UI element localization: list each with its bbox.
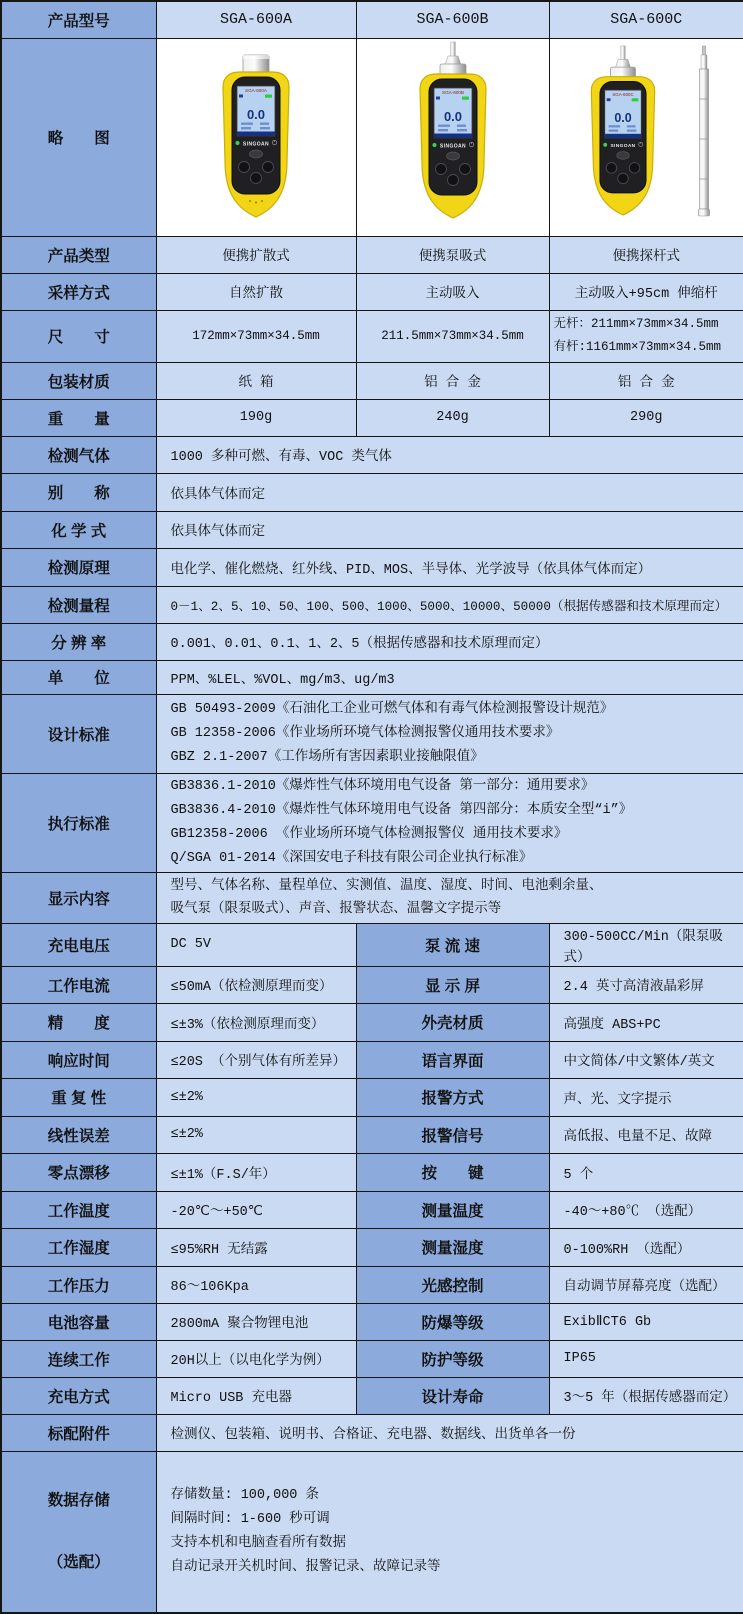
weight-b: 240g <box>356 399 549 436</box>
screen-reading: 0.0 <box>443 108 462 124</box>
row-package <box>1 362 743 399</box>
row-label-sampling: 采样方式 <box>1 273 156 310</box>
exec-standard-line4: Q/SGA 01-2014《深国安电子科技有限公司企业执行标准》 <box>170 850 533 866</box>
row-label-response-time: 响应时间 <box>1 1041 156 1078</box>
size-a: 172mm×73mm×34.5mm <box>156 310 356 362</box>
continuous-work-value: 20H以上（以电化学为例） <box>156 1340 356 1377</box>
measure-humidity-value: 0-100%RH （选配） <box>549 1228 743 1266</box>
formula-value: 依具体气体而定 <box>156 511 743 548</box>
zero-drift-value: ≤±1%（F.S/年） <box>156 1153 356 1191</box>
data-storage-line3: 支持本机和电脑查看所有数据 <box>170 1535 346 1551</box>
row-label-pump-flow: 泵 流 速 <box>356 923 549 966</box>
row-label-design-life: 设计寿命 <box>356 1377 549 1414</box>
row-drift-buttons <box>1 1153 743 1191</box>
speaker-icon <box>239 94 243 97</box>
working-temp-value: -20℃～+50℃ <box>156 1191 356 1228</box>
row-label-exec-standard: 执行标准 <box>1 773 156 872</box>
device-image-sga600a <box>181 41 331 229</box>
battery-icon <box>632 98 639 101</box>
product-type-a: 便携扩散式 <box>156 236 356 273</box>
accessories-value: 检测仪、包装箱、说明书、合格证、充电器、数据线、出货单各一份 <box>156 1414 743 1451</box>
row-exec-standard <box>1 773 743 872</box>
row-label-light-control: 光感控制 <box>356 1266 549 1303</box>
row-label-measure-temp: 测量温度 <box>356 1191 549 1228</box>
row-response-language <box>1 1041 743 1078</box>
screen-model-text: SGA-600B <box>441 89 464 95</box>
size-c-line2: 有杆:1161mm×73mm×34.5mm <box>553 340 722 354</box>
screen-status-bar <box>237 131 275 136</box>
row-linearity-alarmsignal <box>1 1116 743 1153</box>
row-voltage-pumpflow <box>1 923 743 966</box>
row-formula <box>1 511 743 548</box>
display-content-value <box>156 872 743 923</box>
charge-voltage-value: DC 5V <box>156 923 356 966</box>
row-workhum-meashum <box>1 1228 743 1266</box>
sampling-b: 主动吸入 <box>356 273 549 310</box>
device-image-sga600b <box>378 41 528 229</box>
package-a: 纸 箱 <box>156 362 356 399</box>
accuracy-value: ≤±3%（依检测原理而变） <box>156 1003 356 1041</box>
row-label-working-humidity: 工作湿度 <box>1 1228 156 1266</box>
device-image-cell-b <box>356 38 549 236</box>
brand-text: SINGOAN <box>610 143 636 149</box>
led-indicator <box>432 143 436 147</box>
row-repeat-alarmmode <box>1 1078 743 1116</box>
working-pressure-value: 86～106Kpa <box>156 1266 356 1303</box>
row-principle <box>1 548 743 586</box>
device-image-cell-c <box>549 38 743 236</box>
row-label-alias: 别 称 <box>1 473 156 511</box>
row-label-working-temp: 工作温度 <box>1 1191 156 1228</box>
data-storage-label-line1: 数据存储 <box>47 1491 110 1509</box>
data-storage-line1: 存储数量: 100,000 条 <box>170 1487 320 1503</box>
gas-value: 1000 多种可燃、有毒、VOC 类气体 <box>156 436 743 473</box>
product-type-b: 便携泵吸式 <box>356 236 549 273</box>
display-screen-value: 2.4 英寸高清液晶彩屏 <box>549 966 743 1003</box>
design-standard-line1: GB 50493-2009《石油化工企业可燃气体和有毒气体检测报警设计规范》 <box>170 701 614 717</box>
row-label-working-pressure: 工作压力 <box>1 1266 156 1303</box>
response-time-value: ≤20S （个别气体有所差异） <box>156 1041 356 1078</box>
screen-model-text: SGA-600C <box>612 91 634 97</box>
row-label-measure-humidity: 测量湿度 <box>356 1228 549 1266</box>
row-display-content <box>1 872 743 923</box>
row-sketch <box>1 38 743 236</box>
row-data-storage <box>1 1451 743 1613</box>
working-current-value: ≤50mA（依检测原理而变） <box>156 966 356 1003</box>
row-label-charge-voltage: 充电电压 <box>1 923 156 966</box>
lcd-screen <box>605 90 641 138</box>
pump-probe <box>616 45 631 67</box>
range-value: 0－1、2、5、10、50、100、500、1000、5000、10000、50000（根据传感器和技术原理而定） <box>156 586 743 623</box>
product-type-c: 便携探杆式 <box>549 236 743 273</box>
alarm-signal-value: 高低报、电量不足、故障 <box>549 1116 743 1153</box>
linearity-error-value: ≤±2% <box>156 1116 356 1153</box>
row-label-package: 包装材质 <box>1 362 156 399</box>
buttons-value: 5 个 <box>549 1153 743 1191</box>
protection-grade-value: IP65 <box>549 1340 743 1377</box>
row-label-unit: 单 位 <box>1 660 156 694</box>
brand-text: SINGOAN <box>242 141 270 147</box>
working-humidity-value: ≤95%RH 无结露 <box>156 1228 356 1266</box>
package-c: 铝 合 金 <box>549 362 743 399</box>
row-label-formula: 化 学 式 <box>1 511 156 548</box>
screen-reading: 0.0 <box>246 106 266 122</box>
resolution-value: 0.001、0.01、0.1、1、2、5（根据传感器和技术原理而定） <box>156 623 743 660</box>
weight-c: 290g <box>549 399 743 436</box>
telescopic-rod <box>699 46 710 216</box>
row-label-accuracy: 精 度 <box>1 1003 156 1041</box>
row-label-continuous-work: 连续工作 <box>1 1340 156 1377</box>
row-unit <box>1 660 743 694</box>
row-label-sketch: 略 图 <box>1 38 156 236</box>
principle-value: 电化学、催化燃烧、红外线、PID、MOS、半导体、光学波导（依具体气体而定） <box>156 548 743 586</box>
row-worktemp-meastemp <box>1 1191 743 1228</box>
row-label-display-content: 显示内容 <box>1 872 156 923</box>
size-b: 211.5mm×73mm×34.5mm <box>356 310 549 362</box>
data-storage-value <box>156 1451 743 1613</box>
speaker-icon <box>607 98 611 101</box>
row-accuracy-shell <box>1 1003 743 1041</box>
exec-standard-line3: GB12358-2006 《作业场所环境气体检测报警仪 通用技术要求》 <box>170 826 568 842</box>
display-content-line2: 吸气泵（限泵吸式）、声音、报警状态、温馨文字提示等 <box>170 901 502 917</box>
exproof-grade-value: ExibⅡCT6 Gb <box>549 1303 743 1340</box>
row-weight <box>1 399 743 436</box>
package-b: 铝 合 金 <box>356 362 549 399</box>
device-image-cell-a <box>156 38 356 236</box>
design-standard-value <box>156 694 743 773</box>
device-group <box>592 45 655 214</box>
exec-standard-line1: GB3836.1-2010《爆炸性气体环境用电气设备 第一部分：通用要求》 <box>170 778 595 794</box>
row-product-model <box>1 1 743 38</box>
row-label-accessories: 标配附件 <box>1 1414 156 1451</box>
display-content-line1: 型号、气体名称、量程单位、实测值、温度、湿度、时间、电池剩余量、 <box>170 878 603 894</box>
lcd-screen <box>237 86 275 136</box>
row-label-language: 语言界面 <box>356 1041 549 1078</box>
row-label-linearity-error: 线性误差 <box>1 1116 156 1153</box>
row-label-exproof-grade: 防爆等级 <box>356 1303 549 1340</box>
row-accessories <box>1 1414 743 1451</box>
row-label-gas: 检测气体 <box>1 436 156 473</box>
row-charge-lifespan <box>1 1377 743 1414</box>
exec-standard-value <box>156 773 743 872</box>
row-label-working-current: 工作电流 <box>1 966 156 1003</box>
pump-probe <box>445 42 461 65</box>
row-alias <box>1 473 743 511</box>
led-indicator <box>604 142 608 146</box>
row-label-product-model: 产品型号 <box>1 1 156 38</box>
row-product-type <box>1 236 743 273</box>
exec-standard-line2: GB3836.4-2010《爆炸性气体环境用电气设备 第四部分：本质安全型“i”》 <box>170 802 633 818</box>
model-cell-b: SGA-600B <box>356 1 549 38</box>
row-label-buttons: 按 键 <box>356 1153 549 1191</box>
led-indicator <box>236 141 240 145</box>
row-label-range: 检测量程 <box>1 586 156 623</box>
speaker-icon <box>436 96 440 99</box>
battery-icon <box>265 94 272 97</box>
row-pressure-lightsense <box>1 1266 743 1303</box>
data-storage-line4: 自动记录开关机时间、报警记录、故障记录等 <box>170 1559 441 1575</box>
design-standard-line2: GB 12358-2006《作业场所环境气体检测报警仪通用技术要求》 <box>170 725 560 741</box>
screen-status-bar <box>605 133 641 137</box>
shell-material-value: 高强度 ABS+PC <box>549 1003 743 1041</box>
row-label-battery: 电池容量 <box>1 1303 156 1340</box>
lcd-screen <box>434 88 472 138</box>
row-size <box>1 310 743 362</box>
light-control-value: 自动调节屏幕亮度（选配） <box>549 1266 743 1303</box>
measure-temp-value: -40～+80℃ （选配） <box>549 1191 743 1228</box>
row-label-data-storage <box>1 1451 156 1613</box>
screen-reading: 0.0 <box>614 110 632 125</box>
row-sampling <box>1 273 743 310</box>
data-storage-label-line2: （选配） <box>47 1553 110 1571</box>
brand-text: SINGOAN <box>439 143 466 149</box>
row-label-principle: 检测原理 <box>1 548 156 586</box>
row-label-protection-grade: 防护等级 <box>356 1340 549 1377</box>
model-cell-a: SGA-600A <box>156 1 356 38</box>
sampling-a: 自然扩散 <box>156 273 356 310</box>
row-battery-exproof <box>1 1303 743 1340</box>
design-life-value: 3～5 年（根据传感器而定） <box>549 1377 743 1414</box>
sampling-c: 主动吸入+95cm 伸缩杆 <box>549 273 743 310</box>
row-design-standard <box>1 694 743 773</box>
row-label-resolution: 分 辨 率 <box>1 623 156 660</box>
model-cell-c: SGA-600C <box>549 1 743 38</box>
alarm-mode-value: 声、光、文字提示 <box>549 1078 743 1116</box>
size-c-line1: 无杆：211mm×73mm×34.5mm <box>553 317 719 331</box>
row-range <box>1 586 743 623</box>
language-value: 中文简体/中文繁体/英文 <box>549 1041 743 1078</box>
device-image-sga600c <box>561 41 731 229</box>
alias-value: 依具体气体而定 <box>156 473 743 511</box>
design-standard-line3: GBZ 2.1-2007《工作场所有害因素职业接触限值》 <box>170 749 484 765</box>
row-label-zero-drift: 零点漂移 <box>1 1153 156 1191</box>
row-label-alarm-mode: 报警方式 <box>356 1078 549 1116</box>
size-c <box>549 310 743 362</box>
row-label-product-type: 产品类型 <box>1 236 156 273</box>
row-label-alarm-signal: 报警信号 <box>356 1116 549 1153</box>
row-label-repeatability: 重 复 性 <box>1 1078 156 1116</box>
row-label-shell-material: 外壳材质 <box>356 1003 549 1041</box>
unit-value: PPM、%LEL、%VOL、mg/m3、ug/m3 <box>156 660 743 694</box>
battery-value: 2800mA 聚合物锂电池 <box>156 1303 356 1340</box>
row-label-display-screen: 显 示 屏 <box>356 966 549 1003</box>
battery-icon <box>462 96 469 99</box>
row-current-display <box>1 966 743 1003</box>
row-label-design-standard: 设计标准 <box>1 694 156 773</box>
row-gas <box>1 436 743 473</box>
row-runtime-protection <box>1 1340 743 1377</box>
row-label-size: 尺 寸 <box>1 310 156 362</box>
screen-model-text: SGA-600A <box>245 87 267 93</box>
row-label-charge-method: 充电方式 <box>1 1377 156 1414</box>
repeatability-value: ≤±2% <box>156 1078 356 1116</box>
row-resolution <box>1 623 743 660</box>
weight-a: 190g <box>156 399 356 436</box>
row-label-weight: 重 量 <box>1 399 156 436</box>
data-storage-line2: 间隔时间: 1-600 秒可调 <box>170 1511 330 1527</box>
pump-flow-value: 300-500CC/Min（限泵吸式） <box>549 923 743 966</box>
charge-method-value: Micro USB 充电器 <box>156 1377 356 1414</box>
screen-status-bar <box>434 133 472 138</box>
